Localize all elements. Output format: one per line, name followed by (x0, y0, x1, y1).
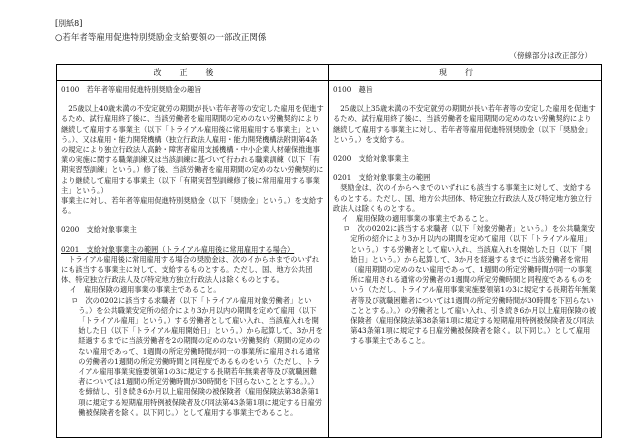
table-body-row (57, 81, 602, 438)
comparison-table (56, 64, 602, 438)
after-heading-0201: 0201 支給対象事業主の範囲（トライアル雇用後に常用雇用する場合） (61, 244, 295, 254)
after-column (57, 81, 329, 438)
header-before: 現行 (329, 65, 602, 81)
before-para-0100: 25歳以上35歳未満の不安定就労の期間が長い若年者等の安定した雇用を促進するため、試行雇用終了後に、当該労働者を雇用期間の定めのない労働契約により継続して雇用する事業主に対し、若年者等雇用促進特別奨励金（以下「奨励金」という。）を支給する。 (333, 104, 596, 144)
before-column (329, 81, 602, 438)
before-item-i: イ 雇用保険の適用事業の事業主であること。 (341, 214, 493, 224)
before-para-0201: 奨励金は、次のイからへまでのいずれにも該当する事業主に対して、支給するものとする。ただし、国、地方公共団体、特定独立行政法人及び特定地方独立行政法人は除くものとする。 (333, 183, 592, 213)
header-after: 改正後 (57, 65, 329, 81)
after-para-0100-a: 25歳以上40歳未満の不安定就労の期間が長い若年者等の安定した雇用を促進するため、試行雇用終了後に、当該労働者を雇用期間の定めのない労働契約により継続して雇用する事業主（以下「トライアル雇用後に常用雇用する事業主」という。）、又は雇用・能力開発機構（独立行政法人雇用・能力開発機構法附則第4条の規定により独立行政法人高齢・障害者雇用支援機構・中小企業人材確保推進事業の実施に関する職業訓練又は当該訓練に基づいて行われる職業訓練（以下「有期実習型訓練」という。）修了後、当該労働者を雇用期間の定めのない労働契約により継続して雇用する事業主（以下「有期実習型訓練修了後に常用雇用する事業主」という。） (61, 104, 324, 195)
after-item-ro: ロ 次の0202に該当する求職者（以下「トライアル雇用対象労働者」という。）を公共職業安定所の紹介により3か月以内の期間を定めて雇用（以下「トライアル雇用」という。）する労働者として雇い入れ、当該雇入れを開始した日（以下「トライアル雇用開始日」という。）から起算して、3か月を経過するまでに当該労働者を2の期間の定めのない労働契約（期間の定めのない雇用であって、1週間の所定労働時間が同一の事業所に雇用される通常の労働者の1週間の所定労働時間と同程度であるものをいう（ただし、トライアル雇用事業実施要領第1の3に規定する長期若年無業者等及び就職困難者については1週間の所定労働時間が30時間を下回らないこととする。）。）を締結し、引き続き6か月以上雇用保険の被保険者（雇用保険法第38条第1項に規定する短期雇用特例被保険者及び同法第43条第1項に規定する日雇労働被保険者を除く。以下同じ。）として雇用する事業主であること。 (71, 295, 323, 417)
after-para-0100-b: 事業主に対し、若年者等雇用促進特別奨励金（以下「奨励金」という。）を支給する。 (61, 196, 324, 216)
before-heading-0200: 0200 支給対象事業主 (333, 154, 409, 164)
after-item-i: イ 雇用保険の適用事業の事業主であること。 (69, 285, 221, 295)
before-heading-0100: 0100 趣旨 (333, 85, 373, 94)
after-heading-0200: 0200 支給対象事業主 (61, 225, 137, 235)
attachment-label: [別紙8] (55, 19, 83, 28)
table-header-row (57, 65, 602, 81)
after-para-0201: トライアル雇用後に常用雇用する場合の奨励金は、次のイからホまでのいずれにも該当する事業主に対して、支給するものとする。ただし、国、地方公共団体、特定独立行政法人及び特定地方独立行政法人は除くものとする。 (61, 254, 320, 285)
after-heading-0100: 0100 若年者等雇用促進特別奨励金の趣旨 (61, 85, 202, 94)
underline-legend: （傍線部分は改正部分） (509, 51, 592, 60)
before-heading-0201: 0201 支給対象事業主の範囲 (333, 173, 431, 183)
document-title: ○若年者等雇用促進特別奨励金支給要領の一部改正関係 (55, 33, 267, 43)
before-item-ro: ロ 次の0202に該当する求職者（以下「対象労働者」という。）を公共職業安定所の紹介により3か月以内の期間を定めて雇用（以下「トライアル雇用」という。）する労働者として雇い入れ、当該雇入れを開始した日（以下「開始日」という。）から起算して、3か月を経過するまでに当該労働者を常用（雇用期間の定めのない雇用であって、1週間の所定労働時間が同一の事業所に雇用される通常の労働者の1週間の所定労働時間と同程度であるものをいう（ただし、トライアル雇用事業実施要領第1の3に規定する長期若年無業者等及び就職困難者については1週間の所定労働時間が30時間を下回らないこととする。）。）の労働者として雇い入れ、引き続き6か月以上雇用保険の被保険者（雇用保険法第38条第1項に規定する短期雇用特例被保険者及び同法第43条第1項に規定する日雇労働被保険者を除く。以下同じ。）として雇用する事業主であること。 (343, 224, 597, 346)
